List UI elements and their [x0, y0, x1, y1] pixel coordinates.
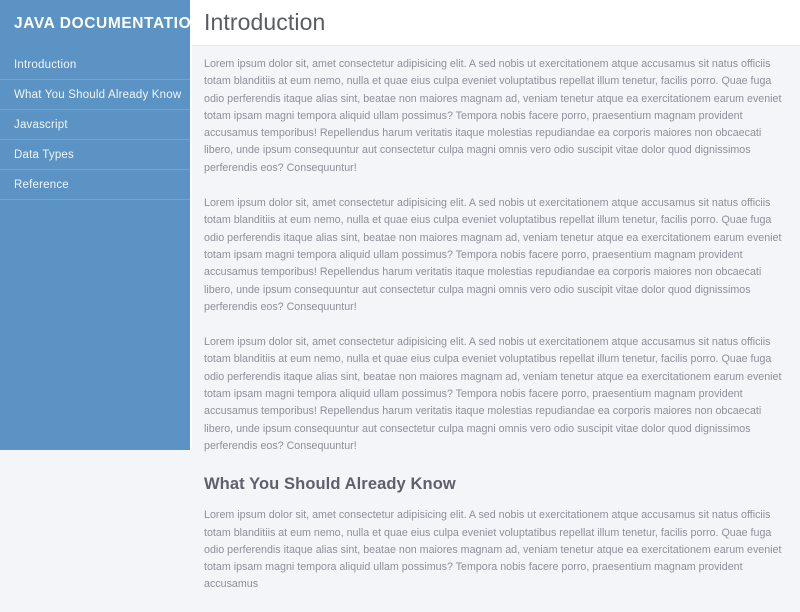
sidebar-item-introduction[interactable] [0, 50, 190, 80]
sidebar-item-label[interactable]: Javascript [14, 118, 68, 131]
page-title: Introduction [204, 9, 326, 35]
sidebar-nav [0, 50, 190, 200]
sidebar-item-label[interactable]: Introduction [14, 58, 77, 71]
sidebar-item-label[interactable]: Reference [14, 178, 69, 191]
sidebar-item-data-types[interactable] [0, 140, 190, 170]
sidebar-item-reference[interactable] [0, 170, 190, 200]
paragraph: Lorem ipsum dolor sit, amet consectetur adipisicing elit. A sed nobis ut exercitationem atque accusamus sit natus officiis totam blanditiis at eum nemo, nulla et quae eius culpa eveniet voluptatibus repellat illum tenetur, facilis porro. Quae fuga odio perferendis itaque alias sint, beatae non maiores magnam ad, veniam tenetur atque ea exercitationem earum eveniet totam ipsam magni tempora aliquid ullam possimus? Tempora nobis facere porro, praesentium magnam provident accusamus temporibus! Repellendus harum veritatis itaque molestias repudiandae ea corporis maiores non obcaecati libero, unde ipsum consequuntur aut consectetur culpa magni omnis vero odio suscipit vitae dolor quod dignissimos perferendis eos? Consequuntur! [204, 336, 782, 452]
section-heading: What You Should Already Know [204, 475, 456, 494]
sidebar-item-label[interactable]: What You Should Already Know [14, 88, 182, 101]
page-header [192, 0, 800, 46]
paragraph: Lorem ipsum dolor sit, amet consectetur adipisicing elit. A sed nobis ut exercitationem atque accusamus sit natus officiis totam blanditiis at eum nemo, nulla et quae eius culpa eveniet voluptatibus repellat illum tenetur, facilis porro. Quae fuga odio perferendis itaque alias sint, beatae non maiores magnam ad, veniam tenetur atque ea exercitationem earum eveniet totam ipsam magni tempora aliquid ullam possimus? Tempora nobis facere porro, praesentium magnam provident accusamus temporibus! Repellendus harum veritatis itaque molestias repudiandae ea corporis maiores non obcaecati libero, unde ipsum consequuntur aut consectetur culpa magni omnis vero odio suscipit vitae dolor quod dignissimos perferendis eos? Consequuntur! [204, 197, 782, 313]
main-content-area [190, 0, 800, 591]
document-body [192, 46, 800, 612]
sidebar-item-what-you-should-already-know[interactable] [0, 80, 190, 110]
sidebar [0, 0, 204, 450]
paragraph: Lorem ipsum dolor sit, amet consectetur adipisicing elit. A sed nobis ut exercitationem atque accusamus sit natus officiis totam blanditiis at eum nemo, nulla et quae eius culpa eveniet voluptatibus repellat illum tenetur, facilis porro. Quae fuga odio perferendis itaque alias sint, beatae non maiores magnam ad, veniam tenetur atque ea exercitationem earum eveniet totam ipsam magni tempora aliquid ullam possimus? Tempora nobis facere porro, praesentium magnam provident accusamus [204, 509, 782, 591]
paragraph: Lorem ipsum dolor sit, amet consectetur adipisicing elit. A sed nobis ut exercitationem atque accusamus sit natus officiis totam blanditiis at eum nemo, nulla et quae eius culpa eveniet voluptatibus repellat illum tenetur, facilis porro. Quae fuga odio perferendis itaque alias sint, beatae non maiores magnam ad, veniam tenetur atque ea exercitationem earum eveniet totam ipsam magni tempora aliquid ullam possimus? Tempora nobis facere porro, praesentium magnam provident accusamus temporibus! Repellendus harum veritatis itaque molestias repudiandae ea corporis maiores non obcaecati libero, unde ipsum consequuntur aut consectetur culpa magni omnis vero odio suscipit vitae dolor quod dignissimos perferendis eos? Consequuntur! [204, 58, 782, 174]
sidebar-brand-title: JAVA DOCUMENTATION [14, 15, 204, 32]
sidebar-item-javascript[interactable] [0, 110, 190, 140]
sidebar-item-label[interactable]: Data Types [14, 148, 74, 161]
